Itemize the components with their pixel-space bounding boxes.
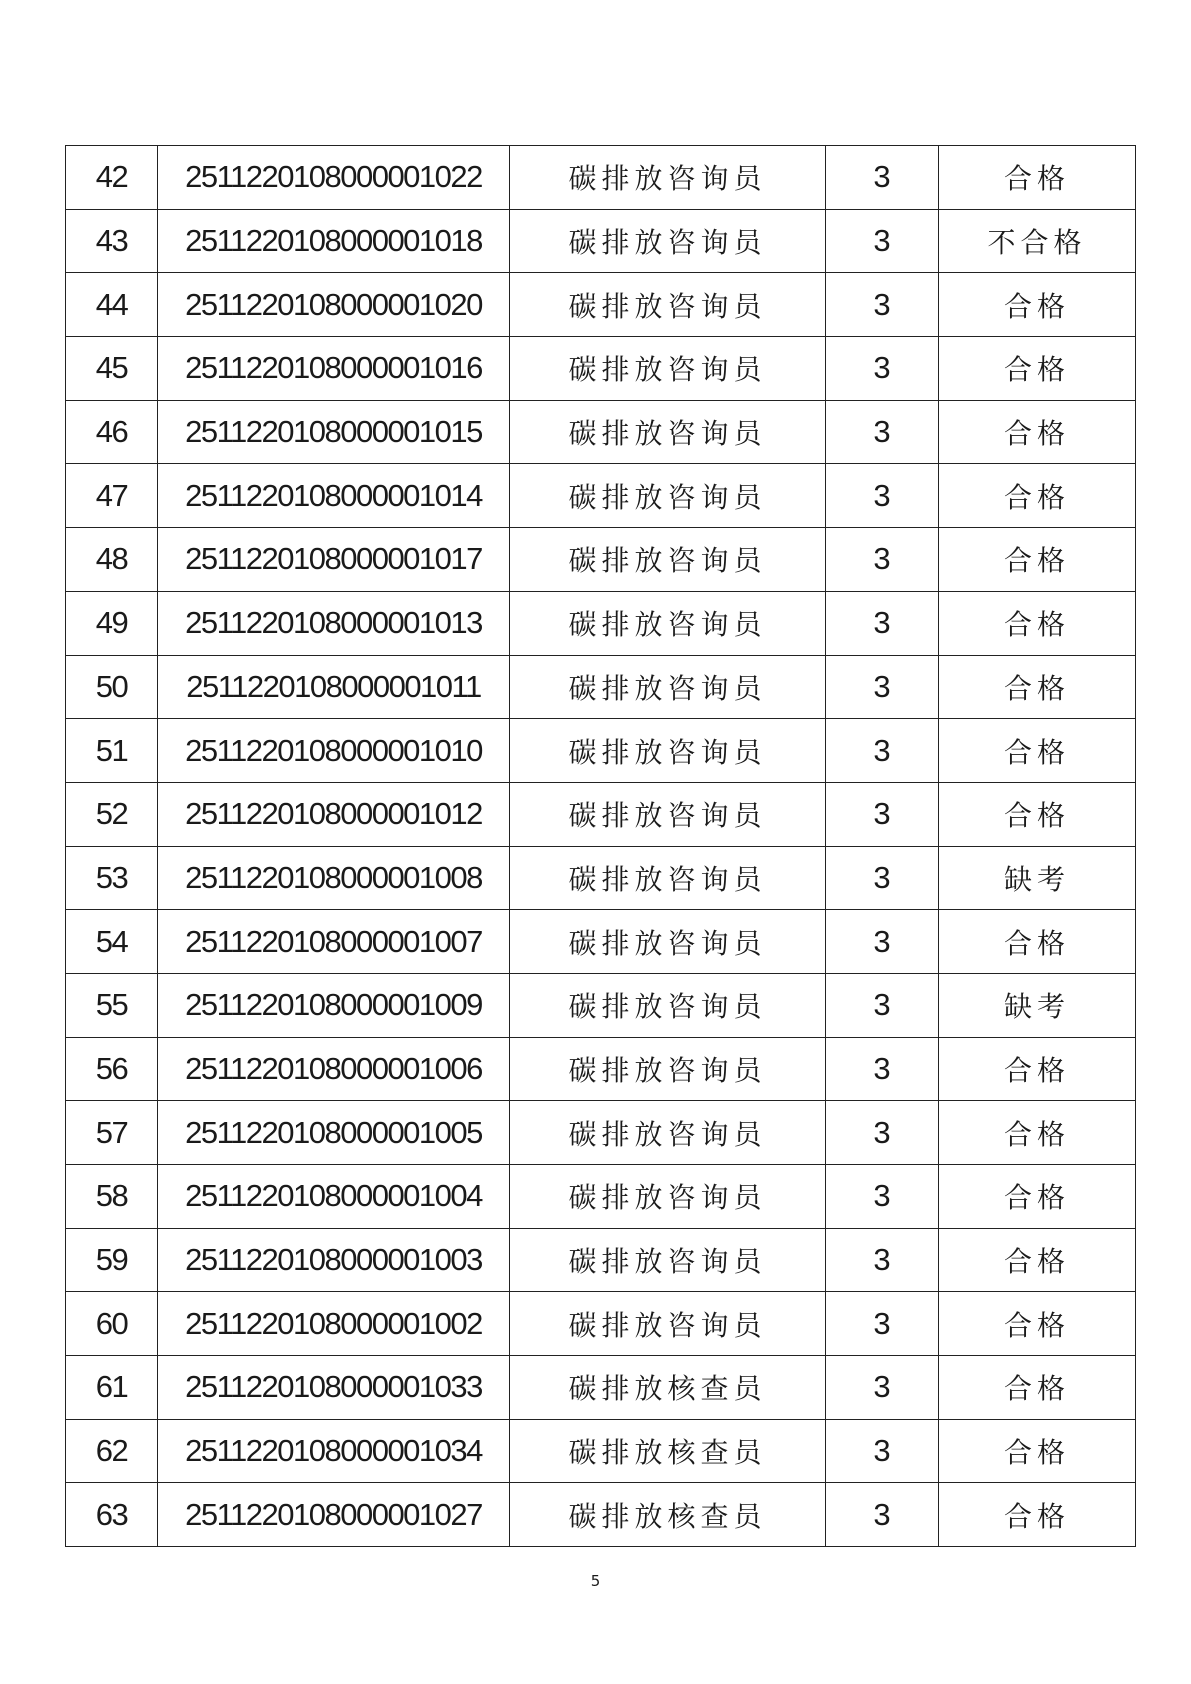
cell-level: 3 (826, 337, 939, 401)
cell-occupation: 碳排放咨询员 (510, 973, 826, 1037)
cell-certificate-id: 2511220108000001015 (158, 400, 510, 464)
cell-occupation: 碳排放咨询员 (510, 464, 826, 528)
table-row (66, 337, 1136, 401)
cell-certificate-id: 2511220108000001004 (158, 1165, 510, 1229)
cell-level: 3 (826, 1228, 939, 1292)
cell-occupation: 碳排放咨询员 (510, 337, 826, 401)
table-row (66, 1037, 1136, 1101)
cell-occupation: 碳排放咨询员 (510, 1228, 826, 1292)
cell-occupation: 碳排放核查员 (510, 1419, 826, 1483)
cell-certificate-id: 2511220108000001027 (158, 1483, 510, 1547)
cell-result: 合格 (939, 528, 1136, 592)
cell-occupation: 碳排放咨询员 (510, 910, 826, 974)
cell-result: 合格 (939, 337, 1136, 401)
cell-result: 合格 (939, 1165, 1136, 1229)
cell-number: 50 (66, 655, 158, 719)
table-row (66, 464, 1136, 528)
cell-number: 47 (66, 464, 158, 528)
cell-result: 合格 (939, 1228, 1136, 1292)
cell-result: 不合格 (939, 209, 1136, 273)
table-row (66, 719, 1136, 783)
cell-result: 缺考 (939, 846, 1136, 910)
cell-certificate-id: 251122010800000102​2 (158, 146, 510, 210)
cell-occupation: 碳排放核查员 (510, 1356, 826, 1420)
cell-result: 缺考 (939, 973, 1136, 1037)
cell-occupation: 碳排放咨询员 (510, 1101, 826, 1165)
cell-number: 61 (66, 1356, 158, 1420)
table-row (66, 1356, 1136, 1420)
table-row (66, 846, 1136, 910)
cell-level: 3 (826, 719, 939, 783)
cell-occupation: 碳排放咨询员 (510, 1037, 826, 1101)
cell-level: 3 (826, 1165, 939, 1229)
cell-level: 3 (826, 464, 939, 528)
cell-level: 3 (826, 1483, 939, 1547)
cell-result: 合格 (939, 400, 1136, 464)
table-body (66, 146, 1136, 1547)
cell-number: 46 (66, 400, 158, 464)
cell-certificate-id: 2511220108000001006 (158, 1037, 510, 1101)
cell-number: 57 (66, 1101, 158, 1165)
table-row (66, 1483, 1136, 1547)
cell-level: 3 (826, 1292, 939, 1356)
cell-result: 合格 (939, 273, 1136, 337)
table-row (66, 1419, 1136, 1483)
cell-number: 48 (66, 528, 158, 592)
cell-number: 44 (66, 273, 158, 337)
cell-result: 合格 (939, 1037, 1136, 1101)
cell-certificate-id: 2511220108000001016 (158, 337, 510, 401)
cell-number: 59 (66, 1228, 158, 1292)
cell-certificate-id: 2511220108000001010 (158, 719, 510, 783)
cell-certificate-id: 2511220108000001007 (158, 910, 510, 974)
cell-number: 60 (66, 1292, 158, 1356)
cell-certificate-id: 2511220108000001003 (158, 1228, 510, 1292)
page-number: 5 (590, 1572, 601, 1590)
table-row (66, 910, 1136, 974)
cell-number: 49 (66, 591, 158, 655)
cell-certificate-id: 2511220108000001005 (158, 1101, 510, 1165)
table-row (66, 782, 1136, 846)
cell-number: 53 (66, 846, 158, 910)
cell-certificate-id: 2511220108000001012 (158, 782, 510, 846)
cell-occupation: 碳排放咨询员 (510, 400, 826, 464)
cell-result: 合格 (939, 1292, 1136, 1356)
cell-result: 合格 (939, 655, 1136, 719)
cell-occupation: 碳排放咨询员 (510, 528, 826, 592)
cell-number: 54 (66, 910, 158, 974)
cell-result: 合格 (939, 146, 1136, 210)
table-row (66, 273, 1136, 337)
cell-occupation: 碳排放咨询员 (510, 655, 826, 719)
cell-level: 3 (826, 1419, 939, 1483)
cell-certificate-id: 2511220108000001008 (158, 846, 510, 910)
table-row (66, 400, 1136, 464)
cell-level: 3 (826, 846, 939, 910)
cell-occupation: 碳排放咨询员 (510, 209, 826, 273)
cell-certificate-id: 2511220108000001033 (158, 1356, 510, 1420)
cell-occupation: 碳排放核查员 (510, 1483, 826, 1547)
table-row (66, 528, 1136, 592)
cell-number: 45 (66, 337, 158, 401)
table-row (66, 146, 1136, 210)
cell-certificate-id: 2511220108000001017 (158, 528, 510, 592)
cell-level: 3 (826, 973, 939, 1037)
cell-certificate-id: 2511220108000001009 (158, 973, 510, 1037)
table-row (66, 1165, 1136, 1229)
cell-result: 合格 (939, 910, 1136, 974)
cell-level: 3 (826, 782, 939, 846)
cell-number: 55 (66, 973, 158, 1037)
cell-number: 43 (66, 209, 158, 273)
cell-number: 62 (66, 1419, 158, 1483)
cell-occupation: 碳排放咨询员 (510, 782, 826, 846)
table-row (66, 1101, 1136, 1165)
cell-occupation: 碳排放咨询员 (510, 1165, 826, 1229)
cell-number: 56 (66, 1037, 158, 1101)
cell-level: 3 (826, 528, 939, 592)
table-row (66, 591, 1136, 655)
cell-result: 合格 (939, 1101, 1136, 1165)
cell-occupation: 碳排放咨询员 (510, 846, 826, 910)
cell-number: 58 (66, 1165, 158, 1229)
cell-level: 3 (826, 1101, 939, 1165)
cell-certificate-id: 2511220108000001011 (158, 655, 510, 719)
cell-certificate-id: 2511220108000001014 (158, 464, 510, 528)
cell-result: 合格 (939, 782, 1136, 846)
table-row (66, 973, 1136, 1037)
table-row (66, 655, 1136, 719)
cell-number: 42 (66, 146, 158, 210)
results-table (65, 145, 1136, 1547)
table-row (66, 1292, 1136, 1356)
cell-occupation: 碳排放咨询员 (510, 146, 826, 210)
cell-level: 3 (826, 273, 939, 337)
cell-number: 51 (66, 719, 158, 783)
cell-occupation: 碳排放咨询员 (510, 591, 826, 655)
cell-result: 合格 (939, 1356, 1136, 1420)
cell-result: 合格 (939, 1483, 1136, 1547)
cell-result: 合格 (939, 1419, 1136, 1483)
cell-result: 合格 (939, 591, 1136, 655)
cell-level: 3 (826, 400, 939, 464)
cell-level: 3 (826, 655, 939, 719)
cell-certificate-id: 2511220108000001034 (158, 1419, 510, 1483)
table-row (66, 209, 1136, 273)
cell-number: 63 (66, 1483, 158, 1547)
cell-certificate-id: 2511220108000001002 (158, 1292, 510, 1356)
cell-level: 3 (826, 591, 939, 655)
cell-certificate-id: 2511220108000001020 (158, 273, 510, 337)
cell-occupation: 碳排放咨询员 (510, 273, 826, 337)
cell-certificate-id: 2511220108000001018 (158, 209, 510, 273)
cell-occupation: 碳排放咨询员 (510, 719, 826, 783)
cell-occupation: 碳排放咨询员 (510, 1292, 826, 1356)
table-row (66, 1228, 1136, 1292)
cell-level: 3 (826, 209, 939, 273)
cell-number: 52 (66, 782, 158, 846)
cell-level: 3 (826, 910, 939, 974)
cell-result: 合格 (939, 464, 1136, 528)
cell-level: 3 (826, 1037, 939, 1101)
cell-level: 3 (826, 1356, 939, 1420)
cell-result: 合格 (939, 719, 1136, 783)
cell-level: 3 (826, 146, 939, 210)
cell-certificate-id: 2511220108000001013 (158, 591, 510, 655)
